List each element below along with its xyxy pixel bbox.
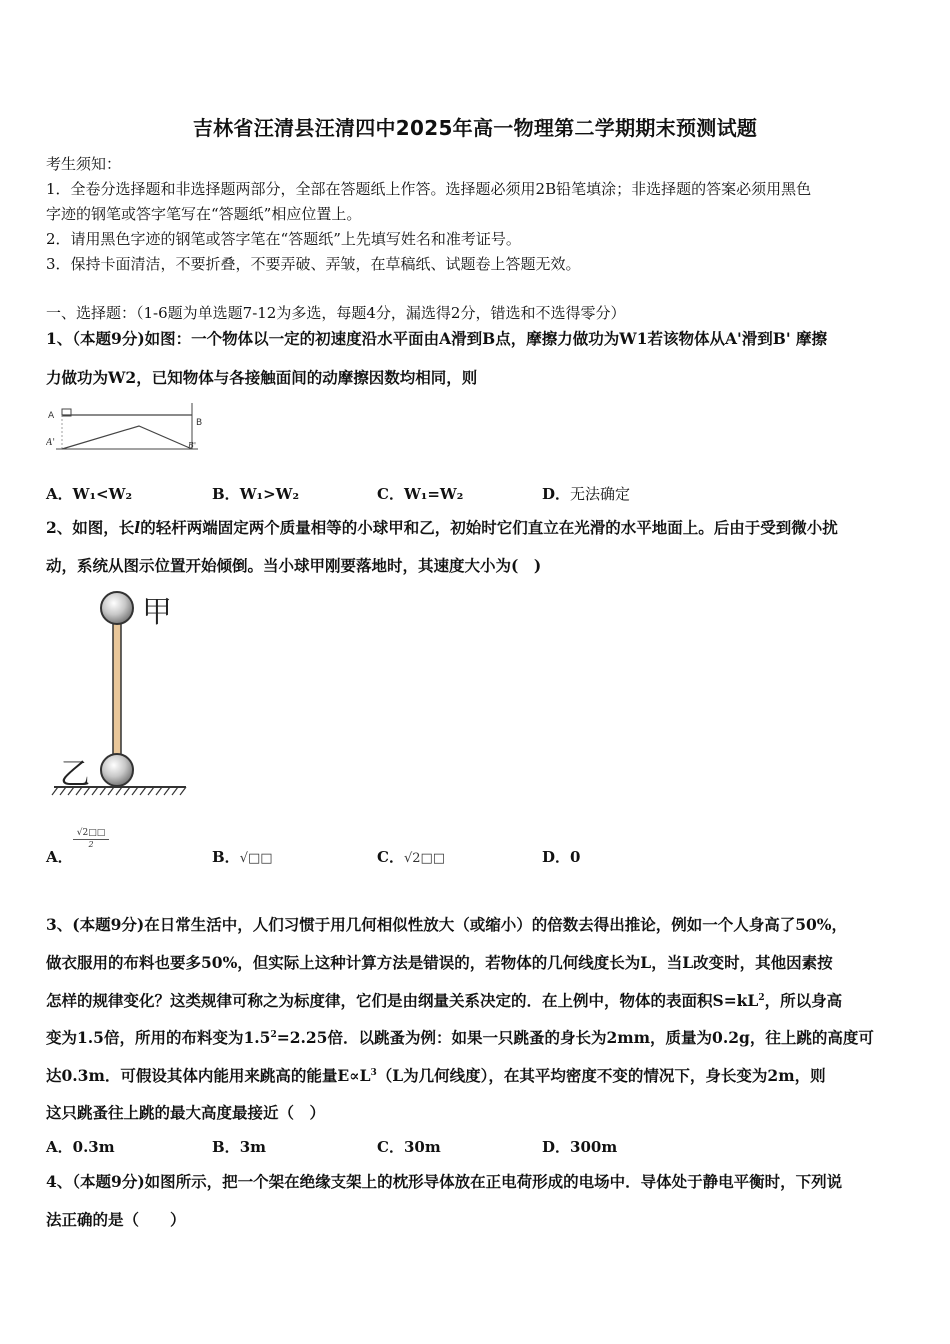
q2-option-a-numerator: √2□□ [73,828,109,840]
q2-option-d [542,846,580,867]
label-yi: 乙 [60,757,90,792]
q1-fig-label-b: B [196,418,203,428]
q3-line4-pre: 变为1.5倍，所用的布料变为1.5 [46,1028,271,1047]
q2-line1-pre: 2、如图，长 [46,518,135,537]
q3-option-a [46,1136,115,1157]
q1-option-d [542,483,630,504]
q2-line1-l: l [134,518,141,537]
page-title: 吉林省汪清县汪清四中2025年高一物理第二学期期末预测试题 [192,116,758,140]
q2-option-c-text: √2□□ [403,851,446,866]
q3-line3-post: ，所以身高 [764,991,843,1010]
q3-option-d-letter: D． [542,1138,571,1156]
q1-fig-label-b-prime: B' [188,441,197,450]
q1-option-b-text: W₁>W₂ [239,485,300,503]
q2-option-d-letter: D． [542,848,571,866]
q3-text-line-4 [46,1026,874,1048]
q1-option-d-text: 无法确定 [570,485,631,503]
q3-text-line-1: 3、(本题9分)在日常生活中，人们习惯于用几何相似性放大（或缩小）的倍数去得出推论，例如一个人身高了50%， [46,915,848,934]
q2-figure [50,588,190,800]
q4-text-line-2: 法正确的是（ ） [46,1210,186,1229]
q3-option-b-letter: B． [212,1138,240,1156]
q4-text-line-1: 4、（本题9分)如图所示，把一个架在绝缘支架上的枕形导体放在正电荷形成的电场中．导体处于静电平衡时，下列说 [46,1172,843,1191]
q1-option-d-letter: D． [542,485,571,503]
q2-option-b-text: √□□ [239,851,273,866]
q3-option-b-text: 3m [239,1138,266,1156]
q3-text-line-5 [46,1064,826,1086]
q3-text-line-2: 做衣服用的布料也要多50%，但实际上这种计算方法是错误的，若物体的几何线度长为L，当L改变时，其他因素按 [46,953,833,972]
notice-line-1a: 1．全卷分选择题和非选择题两部分，全部在答题纸上作答。选择题必须用2B铅笔填涂；非选择题的答案必须用黑色 [46,180,812,198]
q2-option-a-letter: A． [46,848,73,866]
q3-option-d [542,1136,617,1157]
q3-line5-sup: 3 [370,1067,377,1078]
notice-line-3: 3．保持卡面清洁，不要折叠，不要弄破、弄皱，在草稿纸、试题卷上答题无效。 [46,255,581,273]
q2-option-c-letter: C． [377,848,404,866]
q2-text-line-2: 动，系统从图示位置开始倾倒。当小球甲刚要落地时，其速度大小为( ) [46,556,542,575]
q1-option-c-text: W₁=W₂ [403,485,464,503]
q2-option-b-letter: B． [212,848,240,866]
q2-option-a-denominator: 2 [88,840,94,849]
q1-option-c [377,483,463,504]
q1-text-line-2: 力做功为W2，已知物体与各接触面间的动摩擦因数均相同，则 [46,368,478,387]
q2-option-d-text: 0 [570,848,581,866]
q3-option-c-letter: C． [377,1138,404,1156]
q1-text-line-1: 1、（本题9分)如图：一个物体以一定的初速度沿水平面由A滑到B点，摩擦力做功为W1若该物体从A'滑到B' 摩擦 [46,329,827,348]
q2-option-a [46,846,73,867]
q3-line3-sup: 2 [758,992,765,1003]
notice-line-2: 2．请用黑色字迹的钢笔或答字笔在“答题纸”上先填写姓名和准考证号。 [46,230,521,248]
q3-line4-post: =2.25倍．以跳蚤为例：如果一只跳蚤的身长为2mm，质量为0.2g，往上跳的高度可 [276,1028,874,1047]
q1-option-a [46,483,132,504]
label-jia: 甲 [142,595,172,630]
q3-line5-post: （L为几何线度），在其平均密度不变的情况下，身长变为2m，则 [376,1066,826,1085]
q3-option-a-text: 0.3m [72,1138,115,1156]
q3-line4-sup: 2 [270,1029,277,1040]
q2-option-c [377,846,445,867]
q3-option-a-letter: A． [46,1138,73,1156]
q3-text-line-3 [46,989,842,1011]
rod [113,620,121,768]
q3-option-b [212,1136,266,1157]
q3-option-d-text: 300m [570,1138,618,1156]
q2-option-a-fraction [73,828,109,849]
notice-line-1b: 字迹的钢笔或答字笔写在“答题纸”相应位置上。 [46,205,362,223]
q2-line1-post: 的轻杆两端固定两个质量相等的小球甲和乙，初始时它们直立在光滑的水平地面上。后由于受到微小扰 [140,518,838,537]
q3-line3-pre: 怎样的规律变化？这类规律可称之为标度律，它们是由纲量关系决定的．在上例中，物体的表面积S=kL [46,991,759,1010]
q3-text-line-6: 这只跳蚤往上跳的最大高度最接近（ ） [46,1103,326,1122]
q2-text-line-1 [46,516,838,538]
notice-heading: 考生须知： [46,155,122,173]
q1-fig-label-a-prime: A' [46,438,55,448]
q1-figure [46,403,216,455]
q3-option-c [377,1136,441,1157]
q3-option-c-text: 30m [403,1138,441,1156]
q1-option-b [212,483,299,504]
q1-option-b-letter: B． [212,485,240,503]
ball-jia [101,592,133,624]
ball-yi [101,754,133,786]
q3-line5-pre: 达0.3m．可假设其体内能用来跳高的能量E∝L [46,1066,371,1085]
q1-option-a-letter: A． [46,485,73,503]
q2-option-b [212,846,273,867]
q1-fig-label-a: A [48,411,55,421]
q1-option-c-letter: C． [377,485,404,503]
section-heading: 一、选择题：（1-6题为单选题7-12为多选，每题4分，漏选得2分，错选和不选得零分） [46,304,626,322]
q1-option-a-text: W₁<W₂ [72,485,133,503]
